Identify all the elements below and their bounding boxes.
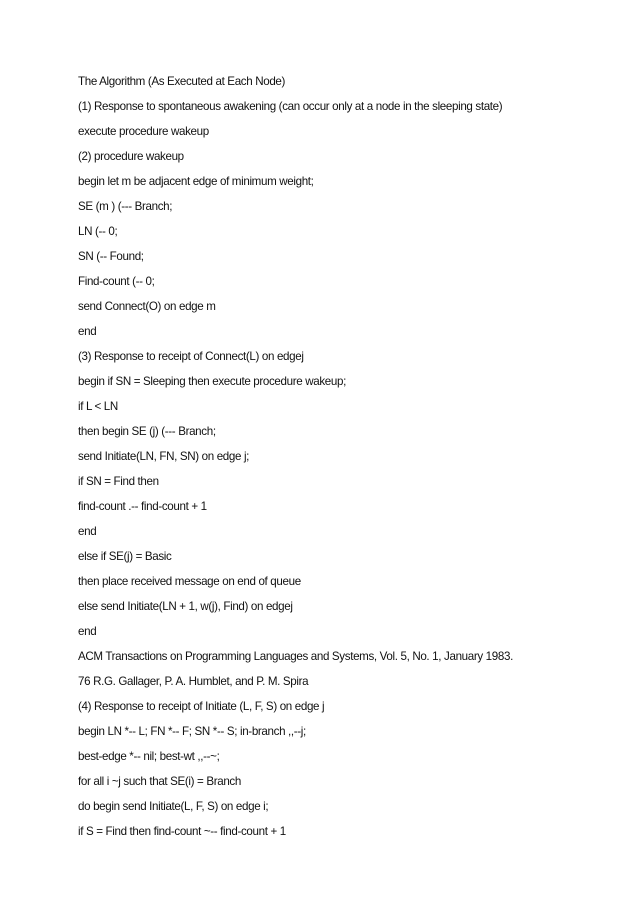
text-line: for all i ~j such that SE(i) = Branch [78, 775, 241, 788]
text-line: if S = Find then find-count ~-- find-count + 1 [78, 825, 286, 838]
text-line: SN (-- Found; [78, 250, 144, 263]
text-line: end [78, 525, 97, 538]
text-line: send Initiate(LN, FN, SN) on edge j; [78, 450, 250, 463]
text-line: do begin send Initiate(L, F, S) on edge i; [78, 800, 269, 813]
text-line: (3) Response to receipt of Connect(L) on edgej [78, 350, 304, 363]
text-line: begin let m be adjacent edge of minimum weight; [78, 175, 314, 188]
text-line: begin LN *-- L; FN *-- F; SN *-- S; in-branch ,,--j; [78, 725, 306, 738]
text-line: Find-count (-- 0; [78, 275, 155, 288]
algorithm-title: The Algorithm (As Executed at Each Node) [78, 75, 286, 88]
text-line: if L < LN [78, 400, 118, 413]
text-line: else if SE(j) = Basic [78, 550, 172, 563]
text-line: SE (m ) (--- Branch; [78, 200, 173, 213]
journal-citation-line: ACM Transactions on Programming Languages and Systems, Vol. 5, No. 1, January 1983. [78, 650, 513, 663]
text-line: then begin SE (j) (--- Branch; [78, 425, 216, 438]
text-line: end [78, 325, 97, 338]
text-line: if SN = Find then [78, 475, 159, 488]
author-line: 76 R.G. Gallager, P. A. Humblet, and P. M. Spira [78, 675, 309, 688]
text-line: (4) Response to receipt of Initiate (L, F, S) on edge j [78, 700, 325, 713]
text-line: LN (-- 0; [78, 225, 118, 238]
text-line: execute procedure wakeup [78, 125, 209, 138]
text-line: begin if SN = Sleeping then execute procedure wakeup; [78, 375, 346, 388]
text-line: best-edge *-- nil; best-wt ,,--~; [78, 750, 220, 763]
text-line: end [78, 625, 97, 638]
text-line: (1) Response to spontaneous awakening (can occur only at a node in the sleeping state) [78, 100, 503, 113]
text-line: find-count .-- find-count + 1 [78, 500, 207, 513]
text-line: else send Initiate(LN + 1, w(j), Find) on edgej [78, 600, 293, 613]
text-line: (2) procedure wakeup [78, 150, 184, 163]
text-line: send Connect(O) on edge m [78, 300, 216, 313]
text-line: then place received message on end of queue [78, 575, 301, 588]
